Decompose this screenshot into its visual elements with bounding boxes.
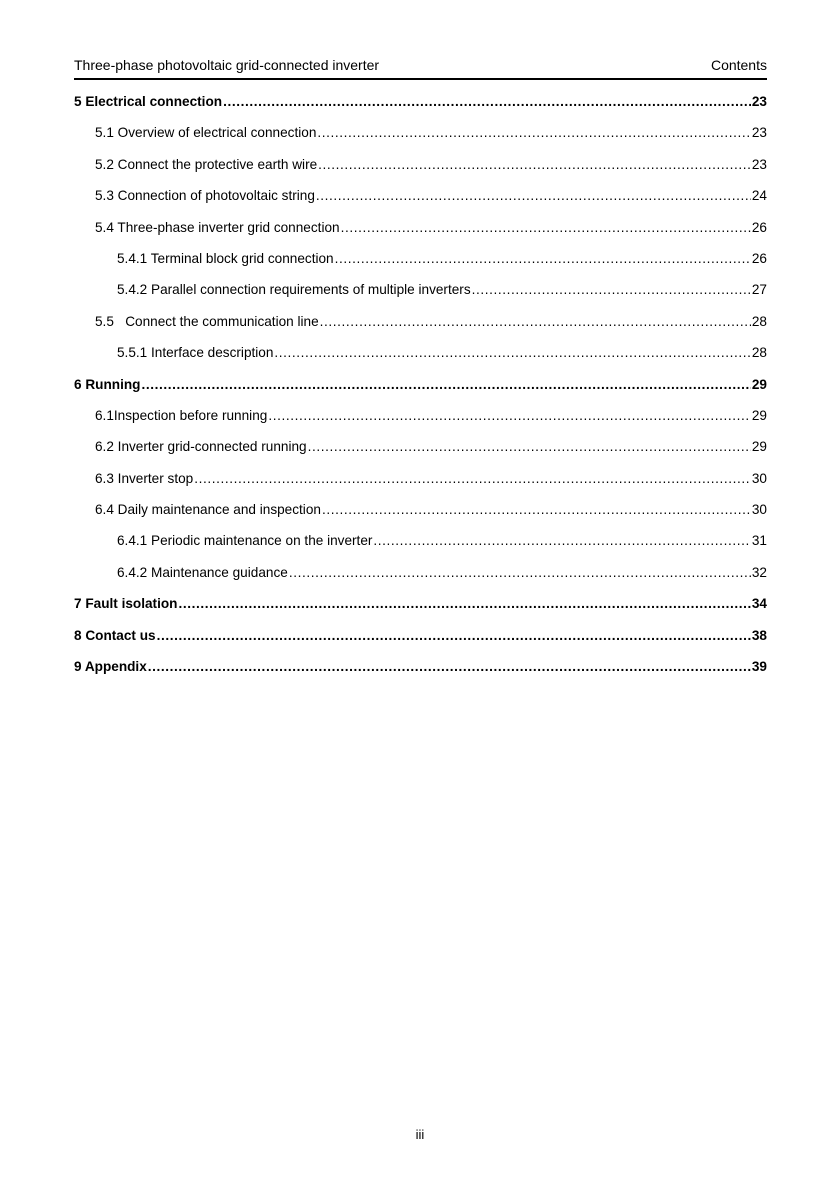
document-title: Three-phase photovoltaic grid-connected inverter xyxy=(74,57,380,73)
toc-leader-dots xyxy=(194,471,751,486)
toc-leader-dots xyxy=(274,345,750,360)
toc-entry[interactable] xyxy=(74,471,767,502)
toc-entry-page: 26 xyxy=(751,250,767,266)
toc-entry-page: 38 xyxy=(751,627,767,643)
toc-entry-title: 6.1Inspection before running xyxy=(95,407,268,423)
toc-entry-title: 5.4 Three-phase inverter grid connection xyxy=(95,219,340,235)
toc-entry-title: 5.5 Connect the communication line xyxy=(95,313,319,329)
toc-entry-title: 6.2 Inverter grid-connected running xyxy=(95,439,307,455)
toc-entry[interactable] xyxy=(74,439,767,470)
toc-entry-title: 9 Appendix xyxy=(74,659,147,675)
toc-entry[interactable] xyxy=(74,188,767,219)
toc-entry-title: 6.3 Inverter stop xyxy=(95,470,194,486)
toc-entry[interactable] xyxy=(74,533,767,564)
table-of-contents xyxy=(74,94,767,690)
toc-entry-title: 6 Running xyxy=(74,376,141,392)
toc-entry-title: 5.1 Overview of electrical connection xyxy=(95,125,317,141)
toc-entry-page: 30 xyxy=(751,470,767,486)
toc-entry[interactable] xyxy=(74,377,767,408)
page-header xyxy=(74,56,767,80)
toc-leader-dots xyxy=(373,533,750,548)
toc-leader-dots xyxy=(317,125,750,140)
toc-leader-dots xyxy=(472,282,751,297)
toc-entry-page: 27 xyxy=(751,282,767,298)
toc-entry-title: 5.2 Connect the protective earth wire xyxy=(95,156,318,172)
toc-entry-title: 5.3 Connection of photovoltaic string xyxy=(95,188,315,204)
section-title: Contents xyxy=(710,57,767,73)
toc-entry-page: 24 xyxy=(751,188,767,204)
toc-entry-page: 39 xyxy=(751,659,767,675)
toc-leader-dots xyxy=(148,659,751,674)
toc-entry-page: 30 xyxy=(751,502,767,518)
toc-entry-title: 6.4.2 Maintenance guidance xyxy=(117,564,288,580)
toc-leader-dots xyxy=(320,314,751,329)
toc-entry-page: 28 xyxy=(751,313,767,329)
toc-entry-title: 5.4.1 Terminal block grid connection xyxy=(117,250,334,266)
toc-entry-page: 29 xyxy=(751,407,767,423)
toc-entry-page: 23 xyxy=(751,156,767,172)
toc-entry[interactable] xyxy=(74,628,767,659)
toc-leader-dots xyxy=(141,377,750,392)
toc-entry-title: 5.5.1 Interface description xyxy=(117,345,274,361)
toc-entry-page: 23 xyxy=(751,125,767,141)
toc-leader-dots xyxy=(322,502,751,517)
toc-leader-dots xyxy=(318,157,751,172)
toc-entry-page: 23 xyxy=(751,94,767,109)
toc-entry-title: 5 Electrical connection xyxy=(74,94,223,109)
toc-entry-page: 32 xyxy=(751,564,767,580)
page-number: iii xyxy=(415,1127,425,1142)
toc-entry-page: 26 xyxy=(751,219,767,235)
toc-entry[interactable] xyxy=(74,220,767,251)
toc-entry-page: 29 xyxy=(751,376,767,392)
toc-entry-page: 31 xyxy=(751,533,767,549)
toc-entry[interactable] xyxy=(74,251,767,282)
toc-entry-page: 34 xyxy=(751,596,767,612)
toc-leader-dots xyxy=(335,251,751,266)
toc-leader-dots xyxy=(178,596,750,611)
toc-entry-title: 8 Contact us xyxy=(74,627,156,643)
toc-entry[interactable] xyxy=(74,345,767,376)
toc-entry[interactable] xyxy=(74,282,767,313)
toc-leader-dots xyxy=(223,94,751,109)
toc-leader-dots xyxy=(316,188,751,203)
toc-entry-title: 5.4.2 Parallel connection requirements of multiple inverters xyxy=(117,282,471,298)
toc-entry[interactable] xyxy=(74,94,767,125)
toc-entry-title: 6.4.1 Periodic maintenance on the inverter xyxy=(117,533,373,549)
toc-entry[interactable] xyxy=(74,659,767,690)
toc-entry[interactable] xyxy=(74,125,767,156)
toc-leader-dots xyxy=(308,439,751,454)
toc-entry-title: 7 Fault isolation xyxy=(74,596,178,612)
toc-entry[interactable] xyxy=(74,596,767,627)
toc-leader-dots xyxy=(157,628,751,643)
toc-entry[interactable] xyxy=(74,565,767,596)
toc-entry[interactable] xyxy=(74,502,767,533)
toc-entry[interactable] xyxy=(74,157,767,188)
toc-leader-dots xyxy=(289,565,751,580)
toc-entry-title: 6.4 Daily maintenance and inspection xyxy=(95,502,321,518)
toc-entry[interactable] xyxy=(74,314,767,345)
toc-entry-page: 29 xyxy=(751,439,767,455)
toc-leader-dots xyxy=(268,408,751,423)
toc-leader-dots xyxy=(341,220,751,235)
toc-entry-page: 28 xyxy=(751,345,767,361)
toc-entry[interactable] xyxy=(74,408,767,439)
